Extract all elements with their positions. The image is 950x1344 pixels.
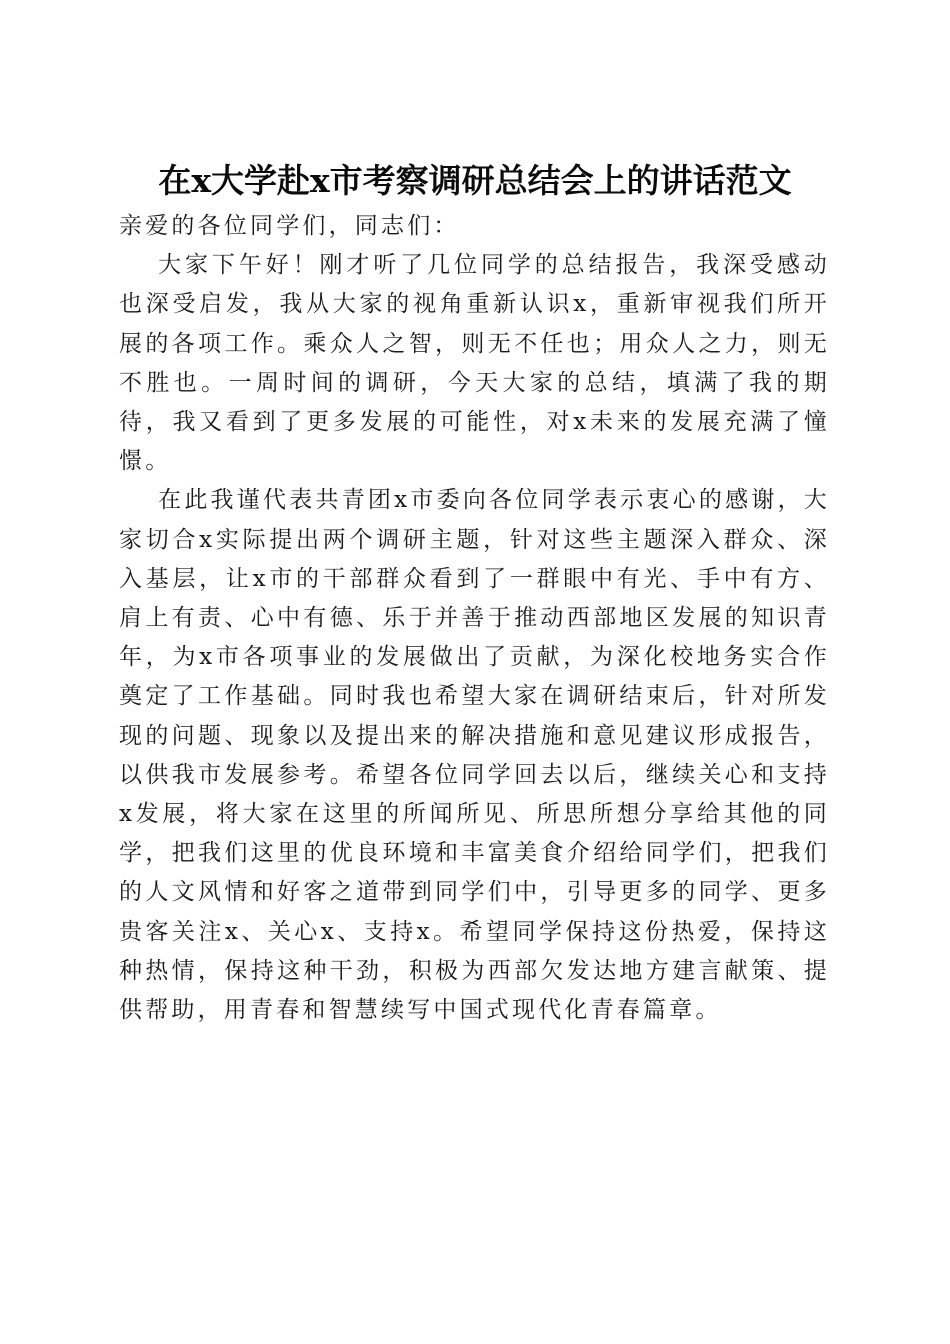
salutation: 亲爱的各位同学们，同志们： — [119, 213, 460, 239]
document-title: 在x大学赴x市考察调研总结会上的讲话范文 — [158, 161, 792, 201]
paragraph-2: 在此我谨代表共青团x市委向各位同学表示衷心的感谢，大家切合x实际提出两个调研主题，针对这些主题深入群众、深入基层，让x市的干部群众看到了一群眼中有光、手中有方、肩上有责、心中有德、乐于并善于推动西部地区发展的知识青年，为x市各项事业的发展做出了贡献，为深化校地务实合作奠定了工作基础。同时我也希望大家在调研结束后，针对所发现的问题、现象以及提出来的解决措施和意见建议形成报告，以供我市发展参考。希望各位同学回去以后，继续关心和支持x发展，将大家在这里的所闻所见、所思所想分享给其他的同学，把我们这里的优良环境和丰富美食介绍给同学们，把我们的人文风情和好客之道带到同学们中，引导更多的同学、更多贵客关注x、关心x、支持x。希望同学保持这份热爱，保持这种热情，保持这种干劲，积极为西部欠发达地方建言献策、提供帮助，用青春和智慧续写中国式现代化青春篇章。 — [119, 487, 830, 1024]
document-body — [119, 207, 830, 1030]
paragraph-1: 大家下午好！刚才听了几位同学的总结报告，我深受感动也深受启发，我从大家的视角重新认识x，重新审视我们所开展的各项工作。乘众人之智，则无不任也；用众人之力，则无不胜也。一周时间的调研，今天大家的总结，填满了我的期待，我又看到了更多发展的可能性，对x未来的发展充满了憧憬。 — [119, 252, 830, 475]
